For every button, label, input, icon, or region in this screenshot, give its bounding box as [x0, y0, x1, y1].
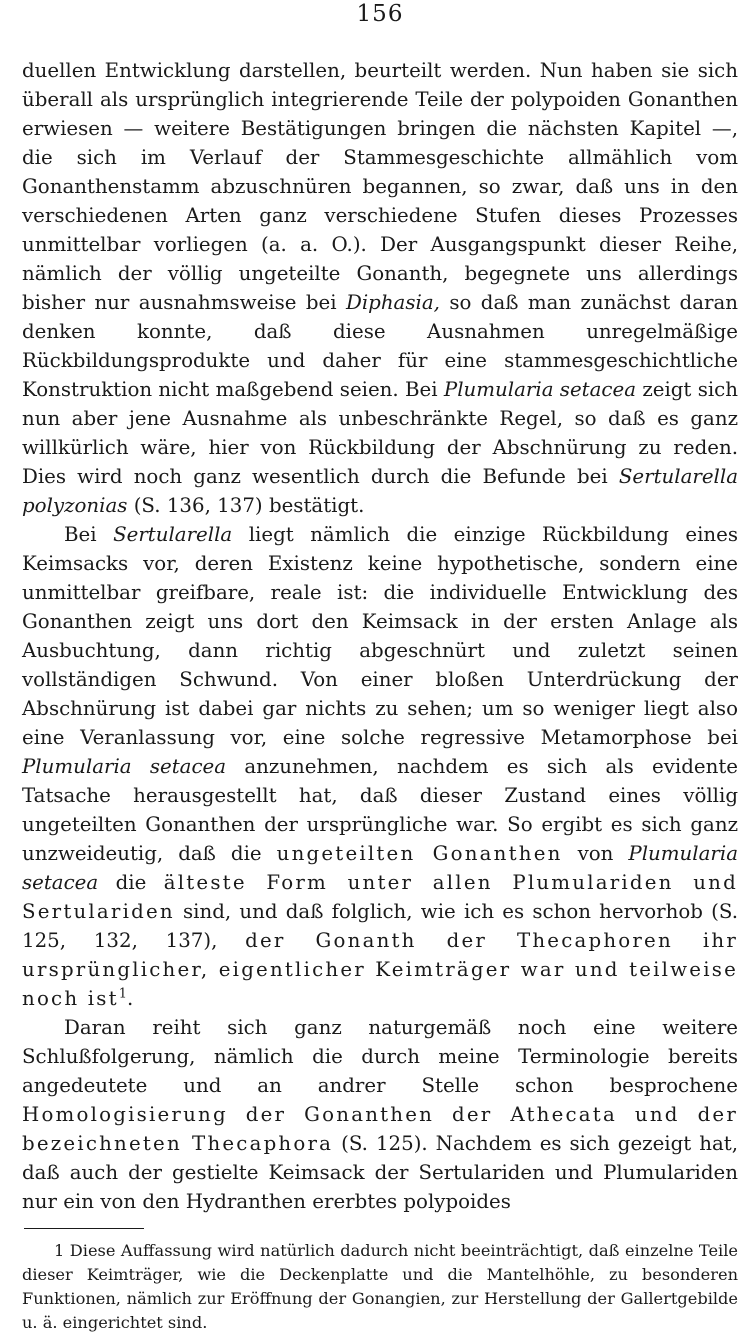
- body-text: [22, 56, 738, 1216]
- footnote-1: 1 Diese Auffassung wird natürlich dadurch nicht beeinträchtigt, daß einzelne Teile dieser Keimträger, wie die Deckenplatte und die Mantelhöhle, zu besonderen Funktionen, nämlich zur Eröffnung der Gonangien, zur Herstellung der Gallertgebilde u. ä. eingerichtet sind.: [22, 1241, 738, 1332]
- footnote-ref: 1: [118, 986, 127, 1002]
- paragraph-1: duellen Entwicklung darstellen, beurteilt werden. Nun haben sie sich überall als ursprünglich integrierende Teile der polypoiden Gonanthen erwiesen — weitere Bestätigungen bringen die nächsten Kapitel —, die sich im Verlauf der Stammesgeschichte allmählich vom Gonanthenstamm abzuschnüren begannen, so zwar, daß uns in den verschiedenen Arten ganz verschiedene Stufen dieses Prozesses unmittelbar vorliegen (a. a. O.). Der Ausgangspunkt dieser Reihe, nämlich der völlig ungeteilte Gonanth, begegnete uns allerdings bisher nur ausnahmsweise bei Diphasia, so daß man zunächst daran denken konnte, daß diese Ausnahmen unregelmäßige Rückbildungsprodukte und daher für eine stammesgeschichtliche Konstruktion nicht maßgebend seien. Bei Plumularia setacea zeigt sich nun aber jene Ausnahme als unbeschränkte Regel, so daß es ganz willkürlich wäre, hier von Rückbildung der Abschnürung zu reden. Dies wird noch ganz wesentlich durch die Befunde bei Sertularella polyzonias (S. 136, 137) bestätigt.: [22, 59, 738, 517]
- page-number: 156: [356, 1, 404, 27]
- footnote-divider: [24, 1228, 144, 1229]
- paragraph-2: Bei Sertularella liegt nämlich die einzige Rückbildung eines Keimsacks vor, deren Existenz keine hypothetische, sondern eine unmittelbar greifbare, reale ist: die individuelle Entwicklung des Gonanthen zeigt uns dort den Keimsack in der ersten Anlage als Ausbuchtung, dann richtig abgeschnürt und zuletzt seinen vollständigen Schwund. Von einer bloßen Unterdrückung der Abschnürung ist dabei gar nichts zu sehen; um so weniger liegt also eine Veranlassung vor, eine solche regressive Metamorphose bei Plumularia setacea anzunehmen, nachdem es sich als evidente Tatsache herausgestellt hat, daß dieser Zustand eines völlig ungeteilten Gonanthen der ursprüngliche war. So ergibt es sich ganz unzweideutig, daß die ungeteilten Gonanthen von Plumularia setacea die älteste Form unter allen Plumulariden und Sertulariden sind, und daß folglich, wie ich es schon hervorhob (S. 125, 132, 137), der Gonanth der Thecaphoren ihr ursprünglicher, eigentlicher Keimträger war und teilweise noch ist$^1$.: [22, 523, 739, 1010]
- paragraph-3: Daran reiht sich ganz naturgemäß noch eine weitere Schlußfolgerung, nämlich die durch meine Terminologie bereits angedeutete und an andrer Stelle schon besprochene Homologisierung der Gonanthen der Athecata und der bezeichneten Thecaphora (S. 125). Nachdem es sich gezeigt hat, daß auch der gestielte Keimsack der Sertulariden und Plumulariden nur ein von den Hydranthen ererbtes polypoides: [22, 1016, 738, 1213]
- footnotes: [22, 1239, 738, 1335]
